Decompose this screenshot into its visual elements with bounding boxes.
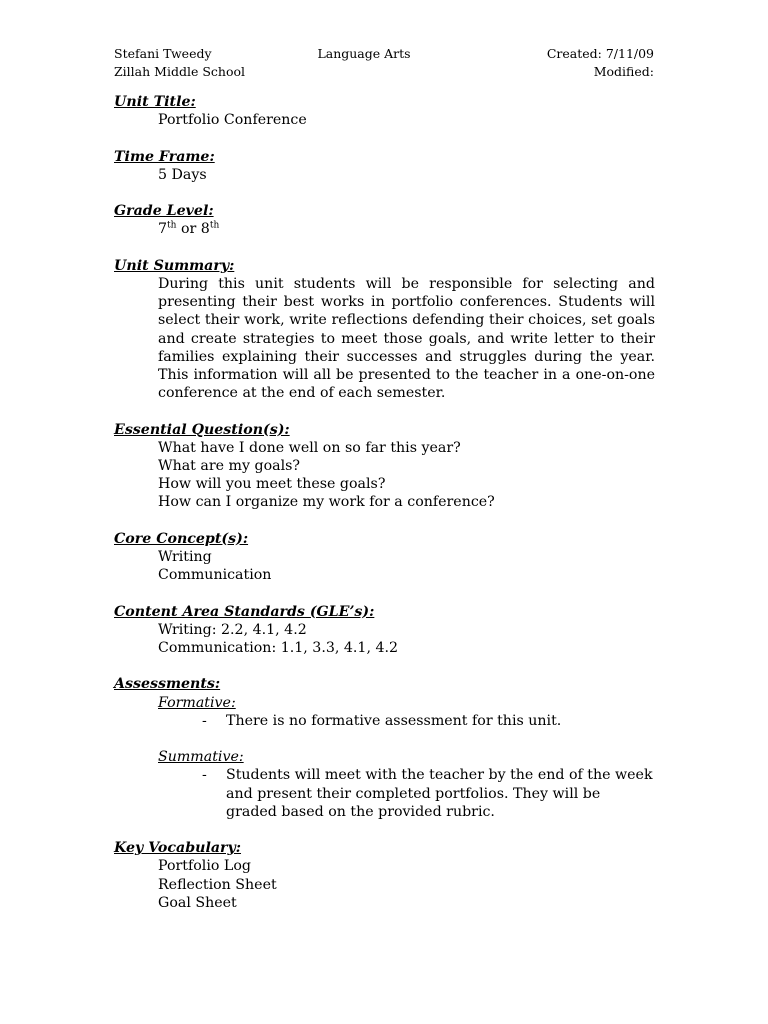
question-item: How can I organize my work for a conference? <box>158 494 495 511</box>
vocabulary-item: Goal Sheet <box>158 894 237 911</box>
document-header <box>114 45 654 81</box>
formative-label: Formative: <box>158 694 236 711</box>
header-row-2 <box>114 63 654 81</box>
unit-summary-text: During this unit students will be responsible for selecting and presenting their best works in portfolio conferences. Students will select their work, write reflections defending their choices, set goals and create strategies to meet those goals, and write letter to their families explaining their successes and struggles during the year. This information will all be presented to the teacher in a one-on-one conference at the end of each semester. <box>158 275 655 402</box>
grade-level-value <box>114 220 655 238</box>
grade-level-section <box>114 202 655 238</box>
time-frame-section <box>114 148 655 184</box>
grade-level-heading: Grade Level: <box>114 203 214 220</box>
formative-bullet <box>114 712 655 730</box>
created-date: Created: 7/11/09 <box>546 46 655 61</box>
summative-bullet <box>114 766 655 821</box>
vocabulary-item: Reflection Sheet <box>158 876 277 893</box>
time-frame-heading: Time Frame: <box>114 148 215 165</box>
grade-first: 7 <box>158 221 168 238</box>
essential-questions-heading: Essential Question(s): <box>114 421 290 438</box>
grade-second-sup: th <box>209 220 220 231</box>
unit-title-section <box>114 93 655 129</box>
grade-first-sup: th <box>167 220 177 231</box>
question-item: What are my goals? <box>158 458 301 474</box>
unit-summary-section <box>114 257 655 403</box>
subject-name: Language Arts <box>317 46 411 61</box>
grade-second: 8 <box>200 221 210 238</box>
standard-item: Communication: 1.1, 3.3, 4.1, 4.2 <box>158 640 399 656</box>
document-body <box>114 93 655 930</box>
assessments-heading: Assessments: <box>114 676 221 693</box>
vocabulary-item: Portfolio Log <box>158 858 251 875</box>
time-frame-value: 5 Days <box>158 166 207 183</box>
question-item: What have I done well on so far this year? <box>158 439 461 456</box>
concept-item: Communication <box>158 567 272 584</box>
formative-item: There is no formative assessment for this unit. <box>226 712 562 729</box>
unit-title-value: Portfolio Conference <box>158 112 307 129</box>
vocabulary-heading: Key Vocabulary: <box>114 840 242 857</box>
summative-item: Students will meet with the teacher by the end of the week and present their completed portfolios. They will be graded based on the provided rubric. <box>226 767 653 820</box>
school-name: Zillah Middle School <box>114 64 245 79</box>
bullet-dash: - <box>202 712 207 729</box>
bullet-dash: - <box>202 767 207 784</box>
spacer <box>114 730 655 748</box>
standard-item: Writing: 2.2, 4.1, 4.2 <box>158 621 307 638</box>
question-item: How will you meet these goals? <box>158 476 386 493</box>
header-row-1 <box>114 45 654 63</box>
core-concepts-heading: Core Concept(s): <box>114 530 249 547</box>
standards-section <box>114 603 655 658</box>
modified-date: Modified: <box>593 64 654 79</box>
vocabulary-section <box>114 839 655 912</box>
unit-summary-heading: Unit Summary: <box>114 257 235 274</box>
concept-item: Writing <box>158 549 212 565</box>
assessments-section <box>114 675 655 821</box>
author-name: Stefani Tweedy <box>114 46 212 61</box>
unit-title-heading: Unit Title: <box>114 94 196 110</box>
grade-connector: or <box>176 221 201 238</box>
core-concepts-section <box>114 530 655 585</box>
essential-questions-section <box>114 421 655 512</box>
standards-heading: Content Area Standards (GLE’s): <box>114 603 375 620</box>
summative-label: Summative: <box>158 749 244 766</box>
